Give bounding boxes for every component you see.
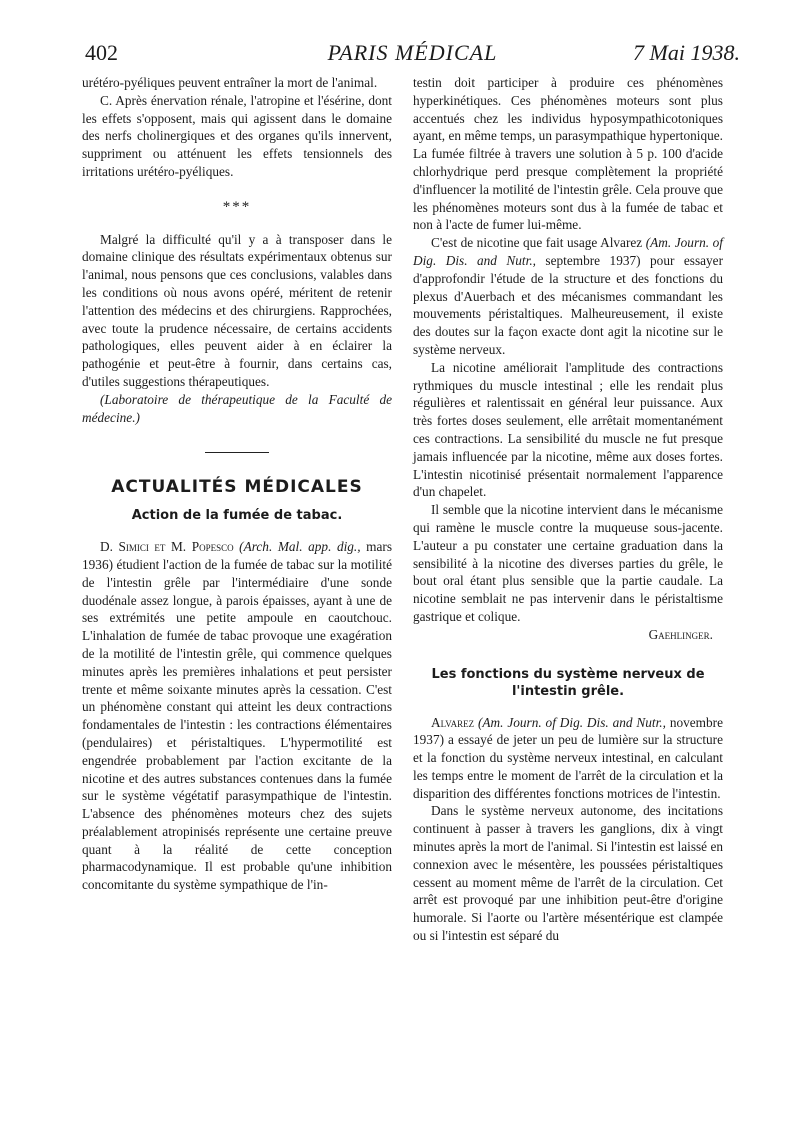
paragraph-text: mars 1936) étudient l'action de la fumée de tabac sur la motilité de l'intestin grêle par l'intermédiaire d'une sonde duodénale assez longue, à parois épaisses, ayant à une de ses extrémités une petite ampoule en caoutchouc. L'inhalation de fumée de tabac provoque une exagération de la motilité de l'intestin grêle, qui commence quelques minutes après les premières inhalations et peut persister trente et même soixante minutes après la cessation. C'est un phénomène constant qui atteint les deux contractions fondamentales de l'intestin : les contractions élémentaires (pendulaires) et péristaltiques. L'hypermotilité est engendrée probablement par l'action excitante de la nicotine et des autres substances contenues dans la fumée sur le système végétatif parasympathique de l'intestin. L'absence des phénomènes moteurs chez des sujets préalablement atropinisés représente une certaine preuve quant à la réalité de cette conception pharmacodynamique. Il est probable qu'une inhibition concomitante du système sympathique de l'in-: [82, 539, 392, 893]
citation: (Arch. Mal. app. dig.,: [239, 539, 361, 555]
paragraph: [413, 234, 723, 359]
paragraph: Il semble que la nicotine intervient dans le mécanisme qui ramène le muscle contre la muqueuse sous-jacente. L'auteur a pu constater une certaine graduation dans la sensibilité à la nicotine des diverses parties du grêle, le bout oral étant plus sensible que la partie caudale. La nicotine semblait ne pas intervenir dans le péristaltisme gastrique et colique.: [413, 502, 723, 624]
affiliation: (Laboratoire de thérapeutique de la Faculté de médecine.): [82, 391, 392, 425]
divider: [205, 452, 269, 453]
section-title: ACTUALITÉS MÉDICALES: [111, 477, 363, 498]
page-header: [85, 38, 740, 68]
authors: D. Simici et M. Popesco: [100, 539, 234, 555]
article-title: Les fonctions du système nerveux de l'intestin grêle.: [431, 666, 705, 699]
paragraph: testin doit participer à produire ces phénomènes hyperkinétiques. Ces phénomènes moteurs sont plus accentués chez les individus hyposympathicotoniques ayant, en même temps, un parasympathique hypertonique. La fumée filtrée à travers une solution à 5 p. 100 d'acide chlorhydrique perd presque complètement la propriété d'influencer la motilité de l'intestin grêle. Cela prouve que les phénomènes moteurs sont dus à la fumée de tabac et non à l'acte de fumer lui-même.: [413, 75, 723, 233]
citation: (Am. Journ. of Dig. Dis. and Nutr.,: [478, 714, 666, 730]
paragraph: Dans le système nerveux autonome, des incitations continuent à passer à travers les ganglions, dix à vingt minutes après la mort de l'animal. Si l'intestin est laissé en connexion avec le mésentère, les poussées péristaltiques cessent au moment même de l'arrêt de la circulation. Cet arrêt est provoqué par une inhibition peut-être d'origine humorale. Si l'aorte ou l'artère mésentérique est clampée ou si l'intestin est séparé du: [413, 803, 723, 944]
left-column: [82, 74, 392, 894]
paragraph: [82, 538, 392, 894]
issue-date: 7 Mai 1938.: [633, 40, 740, 65]
signature: Gaehlinger.: [648, 626, 713, 642]
citation: (Am. Journ. of Dig. Dis. and Nutr.,: [413, 235, 723, 268]
paragraph: C. Après énervation rénale, l'atropine et l'ésérine, dont les effets s'opposent, mais qui agissent dans le domaine des nerfs cholinergiques et des organes qu'ils innervent, suppriment ou atténuent les effets tensionnels des irritations urétéro-pyéliques.: [82, 92, 392, 179]
paragraph: La nicotine améliorait l'amplitude des contractions rythmiques du muscle intestinal ; elle les rendait plus régulières et ralentissait en général leur puissance. Aux très fortes doses seulement, elle arrêtait momentanément ces contractions. La sensibilité du muscle ne fut presque jamais influencée par la nicotine, même aux doses fortes. L'intestin nicotinisé présentait normalement l'apparence d'un chapelet.: [413, 359, 723, 500]
paragraph: [413, 714, 723, 803]
right-column: [413, 74, 723, 945]
paragraph: urétéro-pyéliques peuvent entraîner la mort de l'animal.: [82, 75, 378, 90]
paragraph: Malgré la difficulté qu'il y a à transposer dans le domaine clinique des résultats expérimentaux obtenus sur l'animal, nous pensons que ces conclusions, valables dans les conditions où nous avons opéré, méritent de retenir l'attention des médecins et des chirurgiens. Rapprochées, avec toute la prudence nécessaire, de certains accidents pathologiques, elles peuvent aider à en éclairer la pathogénie et peut-être à fournir, dans certains cas, d'utiles suggestions thérapeutiques.: [82, 231, 392, 389]
article-title: Action de la fumée de tabac.: [131, 508, 343, 524]
journal-title: PARIS MÉDICAL: [327, 40, 498, 65]
paragraph-text: septembre 1937) pour essayer d'approfondir l'étude de la structure et des fonctions du plexus d'Auerbach et des mécanismes commandant les mouvements péristaltiques. Malheureusement, il existe des doutes sur la façon exacte dont agit la nicotine sur le système nerveux.: [413, 252, 723, 357]
page-number: 402: [85, 40, 118, 65]
paragraph-text: C'est de nicotine que fait usage Alvarez: [431, 235, 646, 251]
paragraph-text: novembre 1937) a essayé de jeter un peu de lumière sur la structure et la fonction du système nerveux intestinal, en calculant les temps entre le moment de l'arrêt de la circulation et la disparition des différentes fonctions motrices de l'intestin.: [413, 714, 723, 801]
authors: Alvarez: [431, 714, 475, 730]
section-separator: ***: [222, 198, 252, 215]
